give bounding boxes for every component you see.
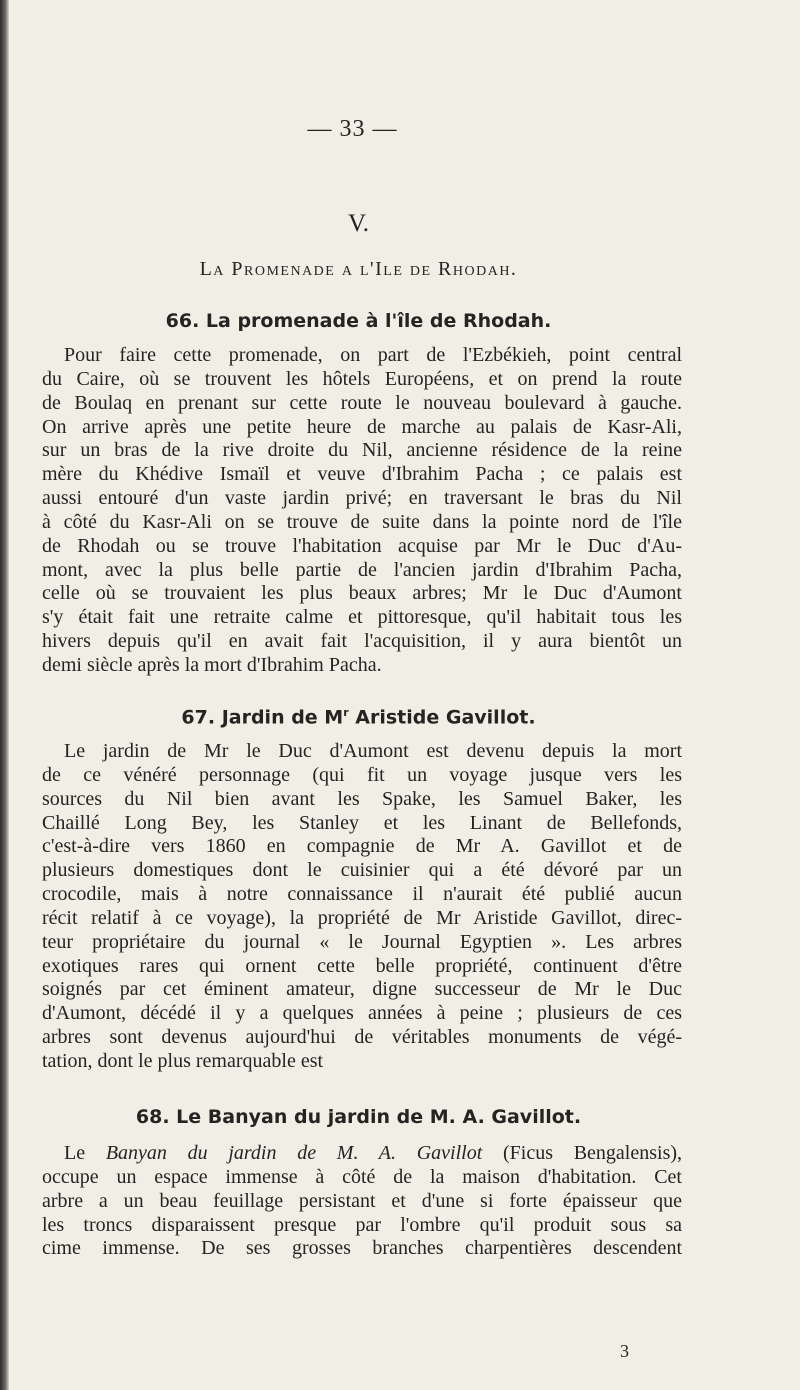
section_67-line: crocodile, mais à notre connaissance il n'aurait été publié aucun xyxy=(42,883,682,906)
section_67-line: d'Aumont, décédé il y a quelques années à peine ; plusieurs de ces xyxy=(42,1002,682,1025)
section_66-line: demi siècle après la mort d'Ibrahim Pacha. xyxy=(42,653,382,676)
section_66-line: Pour faire cette promenade, on part de l'Ezbékieh, point central xyxy=(64,344,682,366)
section_67-line: Le jardin de Mr le Duc d'Aumont est devenu depuis la mort xyxy=(64,740,682,762)
section_66-line: hivers depuis qu'il en avait fait l'acquisition, il y aura bientôt un xyxy=(42,630,682,653)
section-67-heading-suffix: Aristide Gavillot. xyxy=(348,706,536,729)
section-68-line: arbre a un beau feuillage persistant et d'une si forte épaisseur que xyxy=(42,1189,682,1212)
section-68-intro-rest: (Ficus Bengalensis), xyxy=(482,1142,683,1164)
section-68-intro-italic: Banyan du jardin de M. A. Gavillot xyxy=(105,1142,483,1164)
section_66-line: sur un bras de la rive droite du Nil, ancienne résidence de la reine xyxy=(42,439,682,462)
section-68-line: les troncs disparaissent presque par l'ombre qu'il produit sous sa xyxy=(42,1213,682,1236)
section-67-heading-prefix: 67. Jardin de M xyxy=(181,706,344,729)
section-66-body xyxy=(42,344,682,678)
section-68-intro-plain: Le xyxy=(64,1142,106,1164)
section-67-heading xyxy=(0,706,717,728)
section_67-line: soignés par cet éminent amateur, digne successeur de Mr le Duc xyxy=(42,978,682,1001)
section-67-heading-superscript: r xyxy=(343,706,349,719)
section_67-line: exotiques rares qui ornent cette belle propriété, continuent d'être xyxy=(42,954,682,977)
section_66-line: s'y était fait une retraite calme et pittoresque, qu'il habitait tous les xyxy=(42,606,682,629)
section-68-line: occupe un espace immense à côté de la maison d'habitation. Cet xyxy=(42,1165,682,1188)
section_66-line: du Caire, où se trouvent les hôtels Européens, et on prend la route xyxy=(42,367,682,390)
page-binding-edge xyxy=(0,0,9,1390)
section_67-line: arbres sont devenus aujourd'hui de véritables monuments de végé- xyxy=(42,1026,682,1049)
section_66-line: aussi entouré d'un vaste jardin privé; en traversant le bras du Nil xyxy=(42,487,682,510)
section-68-heading: 68. Le Banyan du jardin de M. A. Gavillot. xyxy=(135,1106,582,1128)
section_67-line: sources du Nil bien avant les Spake, les Samuel Baker, les xyxy=(42,787,682,810)
section-68-body xyxy=(42,1142,682,1261)
section_67-line: plusieurs domestiques dont le cuisinier qui a été dévoré par un xyxy=(42,859,682,882)
chapter-numeral: V. xyxy=(347,210,370,237)
section-68-line: cime immense. De ses grosses branches charpentières descendent xyxy=(42,1237,682,1260)
section-67-body xyxy=(42,740,682,1074)
chapter-title: La Promenade a l'Ile de Rhodah. xyxy=(199,258,518,280)
section_67-line: c'est-à-dire vers 1860 en compagnie de Mr A. Gavillot et de xyxy=(42,835,682,858)
section_66-line: de Boulaq en prenant sur cette route le nouveau boulevard à gauche. xyxy=(42,391,682,414)
section_67-line: de ce vénéré personnage (qui fit un voyage jusque vers les xyxy=(42,763,682,786)
printer-signature-mark: 3 xyxy=(620,1341,629,1361)
section_67-line: récit relatif à ce voyage), la propriété de Mr Aristide Gavillot, direc- xyxy=(42,906,682,929)
section_66-line: de Rhodah ou se trouve l'habitation acquise par Mr le Duc d'Au- xyxy=(42,534,682,557)
section_67-line: tation, dont le plus remarquable est xyxy=(42,1049,324,1072)
section_66-line: celle où se trouvaient les plus beaux arbres; Mr le Duc d'Aumont xyxy=(42,582,682,605)
page-number: — 33 — xyxy=(307,116,398,142)
section_67-line: Chaillé Long Bey, les Stanley et les Linant de Bellefonds, xyxy=(42,811,682,834)
section_67-line: teur propriétaire du journal « le Journal Egyptien ». Les arbres xyxy=(42,930,682,953)
section-68-line xyxy=(42,1142,682,1166)
section_66-line: mère du Khédive Ismaïl et veuve d'Ibrahim Pacha ; ce palais est xyxy=(42,463,682,486)
section_66-line: mont, avec la plus belle partie de l'ancien jardin d'Ibrahim Pacha, xyxy=(42,558,682,581)
section_66-line: à côté du Kasr-Ali on se trouve de suite dans la pointe nord de l'île xyxy=(42,510,682,533)
section_66-line: On arrive après une petite heure de marche au palais de Kasr-Ali, xyxy=(42,415,682,438)
section-66-heading: 66. La promenade à l'île de Rhodah. xyxy=(165,310,552,332)
